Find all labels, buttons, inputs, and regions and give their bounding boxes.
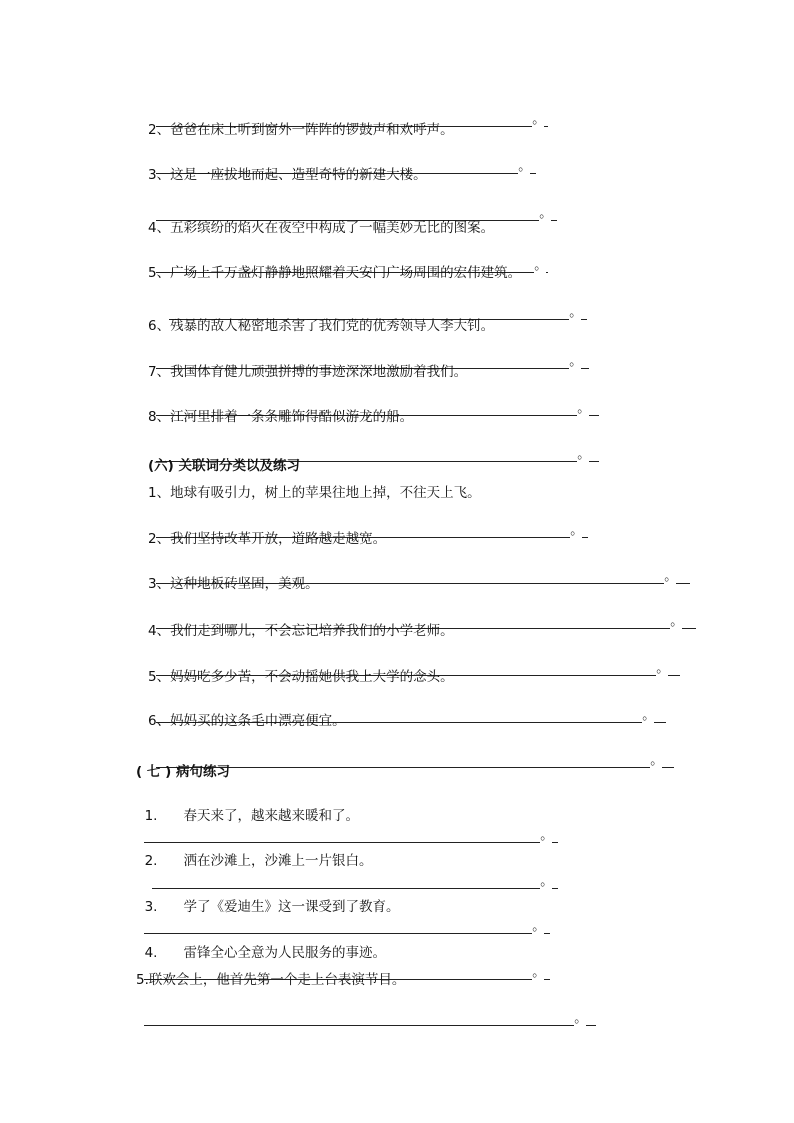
- period-mark: 。: [670, 614, 684, 629]
- question-text: 洒在沙滩上，沙滩上一片银白。: [183, 853, 373, 869]
- period-mark: 。: [570, 523, 584, 538]
- answer-blank[interactable]: [156, 757, 650, 768]
- period-mark: 。: [532, 965, 546, 980]
- question-text: 2、爸爸在床上听到窗外一阵阵的锣鼓声和欢呼声。: [148, 122, 454, 138]
- question-text: 2、我们坚持改革开放，道路越走越宽。: [148, 531, 387, 547]
- section-heading: ( 七 ) 病句练习: [136, 764, 230, 780]
- question-text: 6、妈妈买的这条毛巾漂亮便宜。: [148, 713, 346, 729]
- answer-line[interactable]: [161, 292, 587, 320]
- section-heading: (六) 关联词分类以及练习: [148, 458, 301, 474]
- question-text: 春天来了，越来越来暖和了。: [183, 808, 359, 824]
- question-number: 4.: [144, 945, 158, 961]
- question-text: 3、这种地板砖坚固，美观。: [148, 576, 319, 592]
- question-text: 5、妈妈吃多少苦，不会动摇她供我上大学的念头。: [148, 669, 454, 685]
- question-number: 2.: [144, 853, 158, 869]
- period-mark: 。: [540, 874, 554, 889]
- answer-line[interactable]: [136, 998, 596, 1026]
- period-mark: 。: [574, 1011, 588, 1026]
- question-text: 5.联欢会上，他首先第一个走上台表演节目。: [136, 972, 406, 988]
- period-mark: 。: [569, 354, 583, 369]
- period-mark: 。: [534, 258, 548, 273]
- question-text: 7、我国体育健儿顽强拼搏的事迹深深地激励着我们。: [148, 364, 468, 380]
- question-number: 1.: [144, 808, 158, 824]
- period-mark: 。: [642, 708, 656, 723]
- question-text: 6、残暴的敌人秘密地杀害了我们党的优秀领导人李大钊。: [148, 318, 495, 334]
- answer-line[interactable]: [148, 193, 557, 221]
- period-mark: 。: [539, 206, 553, 221]
- period-mark: 。: [518, 159, 532, 174]
- period-mark: 。: [577, 447, 591, 462]
- question-text: 1、地球有吸引力，树上的苹果往地上掉，不往天上飞。: [148, 485, 481, 501]
- question-text: 4、我们走到哪儿，不会忘记培养我们的小学老师。: [148, 623, 454, 639]
- question-text: 5、广场上千万盏灯静静地照耀着天安门广场周围的宏伟建筑。: [148, 265, 522, 281]
- question-text: 3、这是一座拔地而起、造型奇特的新建大楼。: [148, 167, 427, 183]
- period-mark: 。: [532, 919, 546, 934]
- period-mark: 。: [664, 569, 678, 584]
- question-text: 8、江河里排着一条条雕饰得酷似游龙的船。: [148, 409, 414, 425]
- question-text: 学了《爱迪生》这一课受到了教育。: [183, 899, 400, 915]
- question-text: 4、五彩缤纷的焰火在夜空中构成了一幅美妙无比的图案。: [148, 220, 495, 236]
- period-mark: 。: [650, 753, 664, 768]
- period-mark: 。: [540, 828, 554, 843]
- question-number: 3.: [144, 899, 158, 915]
- answer-blank[interactable]: [144, 1015, 574, 1026]
- period-mark: 。: [532, 112, 546, 127]
- period-mark: 。: [656, 661, 670, 676]
- period-mark: 。: [569, 305, 583, 320]
- period-mark: 。: [577, 401, 591, 416]
- question-text: 雷锋全心全意为人民服务的事迹。: [183, 945, 386, 961]
